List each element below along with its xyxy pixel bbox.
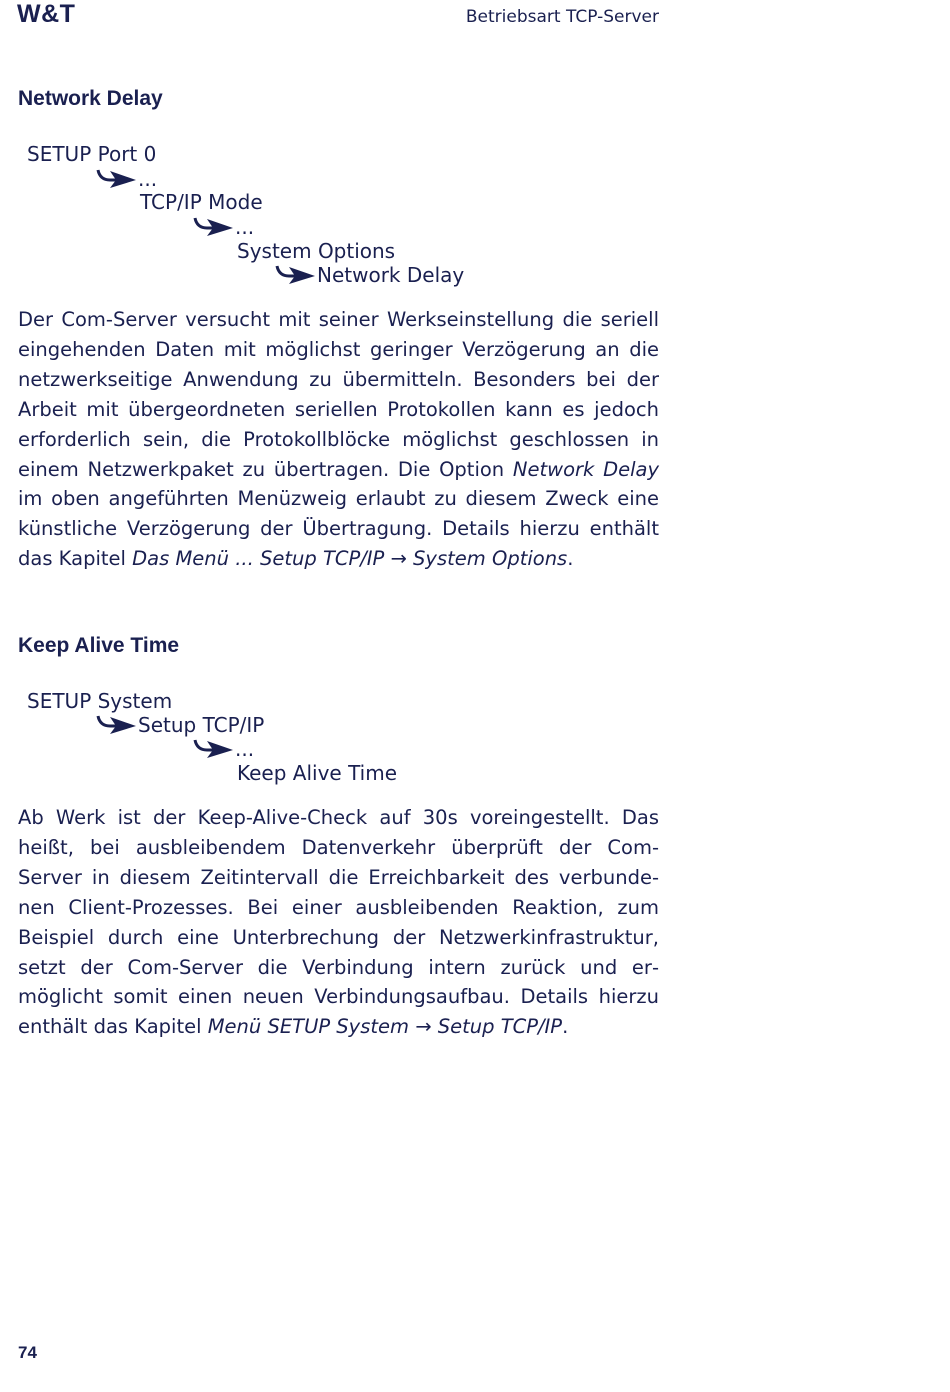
branch-arrow-icon bbox=[96, 714, 138, 734]
chapter-reference: Das Menü ... Setup TCP/IP → System Options bbox=[132, 547, 568, 571]
menu-path-tcpip-mode: TCP/IP Mode bbox=[140, 190, 263, 214]
branch-arrow-icon bbox=[275, 264, 317, 284]
branch-arrow-icon bbox=[193, 216, 235, 236]
running-title: Betriebsart TCP-Server bbox=[465, 7, 659, 27]
menu-path-line bbox=[96, 713, 264, 737]
emphasis-option: Network Delay bbox=[512, 457, 659, 481]
menu-keep-alive-time: Keep Alive Time bbox=[237, 761, 398, 785]
menu-path-line bbox=[193, 215, 254, 239]
menu-network-delay: Network Delay bbox=[317, 263, 465, 287]
menu-path-setup-port: SETUP Port 0 bbox=[27, 142, 157, 166]
menu-ellipsis: ... bbox=[235, 737, 255, 761]
page-number: 74 bbox=[18, 1343, 37, 1362]
paragraph-keep-alive: Ab Werk ist der Keep-Alive-Check auf 30s voreingestellt. Das heißt, bei ausbleibendem Datenverkehr überprüft der Com-Server in diesem Zeitintervall die Erreichbarkeit des verbundenen Client-Prozesses. Bei einer ausbleibenden Reaktion, zum Beispiel durch eine Unterbrechung der Netzwerkinfrastruktur, setzt der Com-Server die Verbindung intern zurück und ermöglicht somit einen neuen Verbindungsaufbau. Details hierzu enthält das Kapitel Menü SETUP System → Setup TCP/IP. bbox=[18, 806, 659, 1039]
paragraph-network-delay: Der Com-Server versucht mit seiner Werkseinstellung die seriell eingehenden Daten mit möglichst geringer Verzögerung an die netzwerkseitige Anwendung zu übermitteln. Besonders bei der Arbeit mit übergeordneten seriellen Protokollen kann es jedoch erforderlich sein, die Protokollblöcke möglichst geschlossen in einem Netzwerkpaket zu übertragen. Die Option Network Delay im oben angeführten Menüzweig erlaubt zu diesem Zweck eine künstliche Verzögerung der Übertragung. Details hierzu enthält das Kapitel Das Menü ... Setup TCP/IP → System Options. bbox=[18, 308, 659, 571]
menu-ellipsis: ... bbox=[235, 215, 255, 239]
branch-arrow-icon bbox=[193, 738, 235, 758]
menu-path-system-options: System Options bbox=[237, 239, 396, 263]
menu-ellipsis: ... bbox=[138, 167, 158, 191]
menu-path-line bbox=[275, 263, 464, 287]
section-heading-keep-alive: Keep Alive Time bbox=[18, 634, 180, 657]
menu-path-line bbox=[193, 737, 254, 761]
menu-path-line bbox=[96, 167, 157, 191]
menu-path-setup-system: SETUP System bbox=[27, 689, 173, 713]
menu-setup-tcpip: Setup TCP/IP bbox=[138, 713, 265, 737]
branch-arrow-icon bbox=[96, 168, 138, 188]
chapter-reference: Menü SETUP System → Setup TCP/IP bbox=[207, 1015, 563, 1039]
section-heading-network-delay: Network Delay bbox=[18, 87, 163, 110]
company-logo: W&T bbox=[17, 0, 76, 28]
